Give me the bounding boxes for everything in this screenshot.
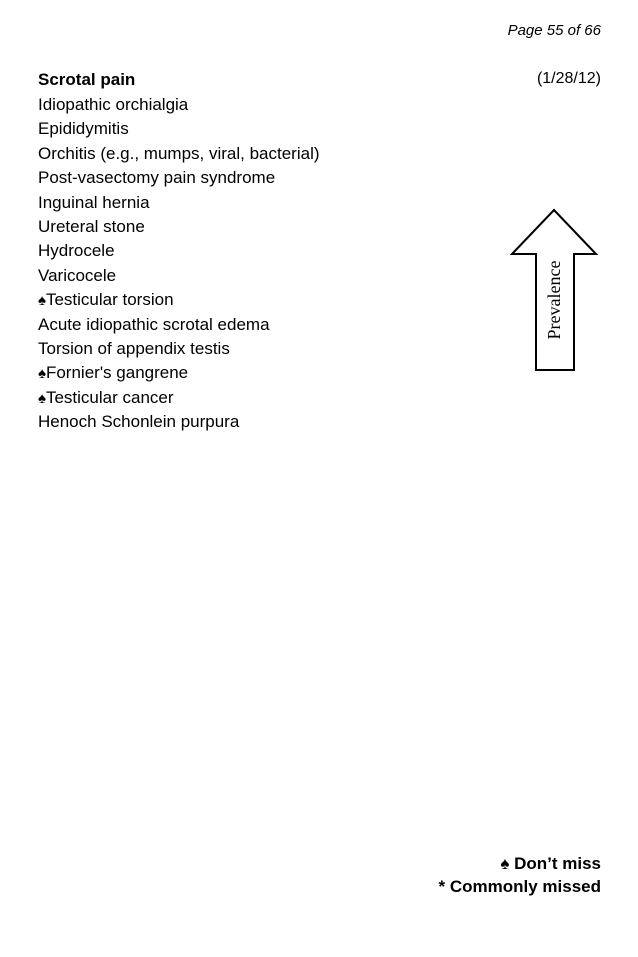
list-item xyxy=(38,313,320,337)
list-item xyxy=(38,264,320,288)
section-title: Scrotal pain xyxy=(38,70,136,89)
prevalence-label: Prevalence xyxy=(544,260,564,340)
list-item xyxy=(38,166,320,190)
diagnosis-text: Inguinal hernia xyxy=(38,192,150,212)
prevalence-arrow xyxy=(510,208,598,372)
spade-icon: ♠ xyxy=(38,365,46,383)
diagnosis-text: Testicular torsion xyxy=(45,290,174,310)
section-date: (1/28/12) xyxy=(536,70,601,87)
diagnosis-text: Post-vasectomy pain syndrome xyxy=(38,168,276,188)
diagnosis-text: Henoch Schonlein purpura xyxy=(38,412,240,432)
diagnosis-text: Epididymitis xyxy=(38,119,129,139)
section-header xyxy=(38,70,601,92)
list-item xyxy=(38,410,320,434)
spade-icon: ♠ xyxy=(38,292,46,310)
legend xyxy=(439,852,602,898)
diagnosis-text: Ureteral stone xyxy=(38,217,145,237)
diagnosis-text: Torsion of appendix testis xyxy=(38,339,230,359)
diagnosis-text: Varicocele xyxy=(38,265,117,285)
list-item xyxy=(38,386,320,410)
legend-commonly-missed: * Commonly missed xyxy=(438,877,601,896)
legend-dont-miss: ♠ Don’t miss xyxy=(500,854,601,873)
list-item xyxy=(38,142,320,166)
list-item xyxy=(38,361,320,385)
spade-icon: ♠ xyxy=(38,389,46,407)
list-item xyxy=(38,93,320,117)
diagnosis-text: Idiopathic orchialgia xyxy=(38,95,189,114)
list-item xyxy=(38,337,320,361)
diagnosis-text: Orchitis (e.g., mumps, viral, bacterial) xyxy=(38,143,320,163)
diagnosis-text: Testicular cancer xyxy=(45,387,174,407)
list-item xyxy=(38,117,320,141)
up-arrow-icon xyxy=(510,208,598,372)
list-item xyxy=(38,239,320,263)
diagnosis-text: Fornier's gangrene xyxy=(45,363,189,383)
list-item xyxy=(38,288,320,312)
diagnosis-text: Acute idiopathic scrotal edema xyxy=(38,314,270,334)
page-number: Page 55 of 66 xyxy=(507,22,601,39)
list-item xyxy=(38,191,320,215)
diagnosis-list xyxy=(38,93,320,435)
diagnosis-text: Hydrocele xyxy=(38,241,115,261)
list-item xyxy=(38,215,320,239)
